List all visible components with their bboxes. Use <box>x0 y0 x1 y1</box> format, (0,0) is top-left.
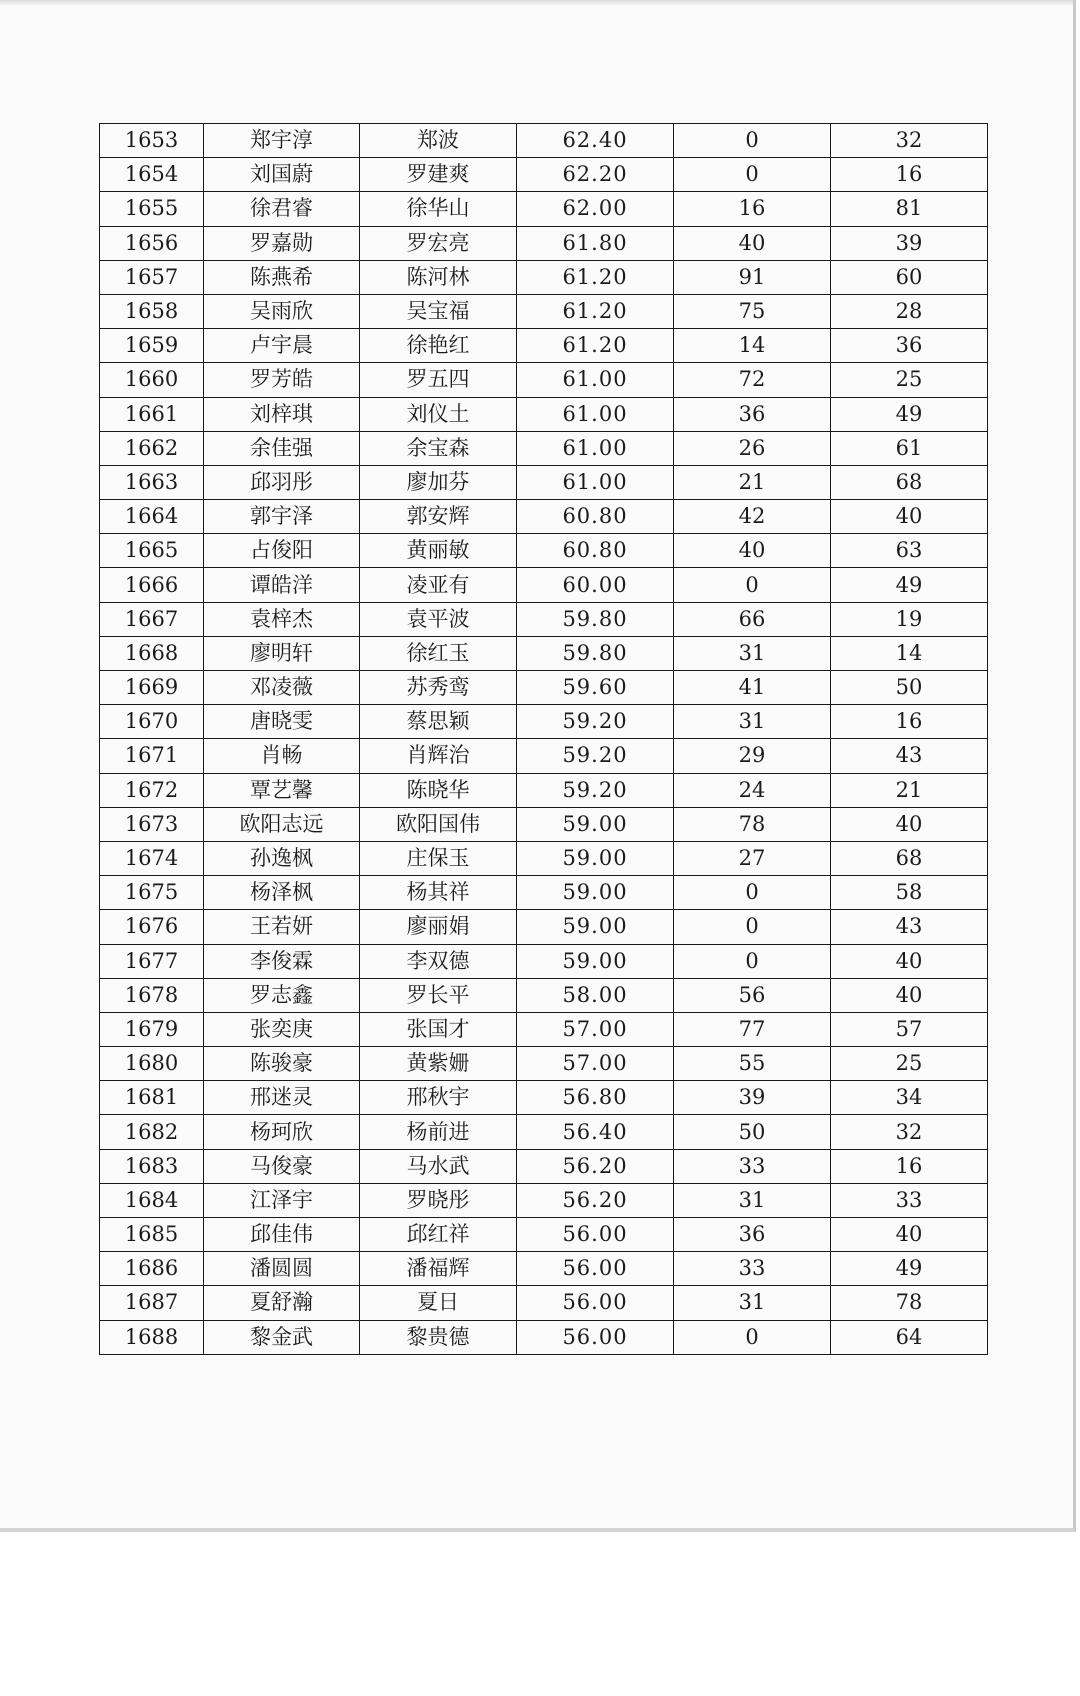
cell-score: 56.40 <box>517 1115 674 1149</box>
cell-value-a: 31 <box>674 1183 831 1217</box>
cell-name: 邢迷灵 <box>204 1081 360 1115</box>
cell-parent-name: 罗建爽 <box>360 158 517 192</box>
cell-id: 1684 <box>100 1183 204 1217</box>
cell-parent-name: 陈晓华 <box>360 773 517 807</box>
table-row <box>100 978 988 1012</box>
cell-id: 1657 <box>100 260 204 294</box>
table-row <box>100 226 988 260</box>
cell-value-b: 50 <box>831 671 988 705</box>
cell-value-a: 50 <box>674 1115 831 1149</box>
cell-value-b: 39 <box>831 226 988 260</box>
cell-name: 刘梓琪 <box>204 397 360 431</box>
cell-name: 郭宇泽 <box>204 500 360 534</box>
cell-value-a: 40 <box>674 534 831 568</box>
cell-score: 61.20 <box>517 260 674 294</box>
cell-value-b: 21 <box>831 773 988 807</box>
cell-parent-name: 郑波 <box>360 124 517 158</box>
cell-name: 陈燕希 <box>204 260 360 294</box>
table-row <box>100 124 988 158</box>
cell-name: 陈骏豪 <box>204 1047 360 1081</box>
cell-parent-name: 黄紫姗 <box>360 1047 517 1081</box>
cell-score: 56.20 <box>517 1183 674 1217</box>
table-row <box>100 397 988 431</box>
table-row <box>100 431 988 465</box>
cell-score: 62.00 <box>517 192 674 226</box>
cell-name: 张奕庚 <box>204 1012 360 1046</box>
cell-value-b: 43 <box>831 739 988 773</box>
cell-value-b: 57 <box>831 1012 988 1046</box>
cell-parent-name: 黄丽敏 <box>360 534 517 568</box>
roster-table-body <box>100 124 988 1355</box>
cell-value-a: 31 <box>674 1286 831 1320</box>
table-row <box>100 534 988 568</box>
cell-id: 1661 <box>100 397 204 431</box>
cell-score: 59.80 <box>517 636 674 670</box>
cell-id: 1656 <box>100 226 204 260</box>
cell-name: 罗嘉勋 <box>204 226 360 260</box>
cell-value-a: 41 <box>674 671 831 705</box>
cell-name: 刘国蔚 <box>204 158 360 192</box>
table-row <box>100 294 988 328</box>
table-row <box>100 1252 988 1286</box>
cell-id: 1671 <box>100 739 204 773</box>
cell-value-b: 40 <box>831 807 988 841</box>
scan-edge-shadow <box>0 0 1073 6</box>
cell-value-b: 19 <box>831 602 988 636</box>
cell-value-a: 27 <box>674 841 831 875</box>
cell-id: 1680 <box>100 1047 204 1081</box>
cell-value-b: 32 <box>831 1115 988 1149</box>
table-row <box>100 1047 988 1081</box>
cell-value-b: 16 <box>831 1149 988 1183</box>
cell-parent-name: 杨前进 <box>360 1115 517 1149</box>
cell-value-a: 40 <box>674 226 831 260</box>
table-row <box>100 807 988 841</box>
cell-parent-name: 廖丽娟 <box>360 910 517 944</box>
cell-id: 1679 <box>100 1012 204 1046</box>
cell-score: 56.00 <box>517 1218 674 1252</box>
cell-parent-name: 陈河林 <box>360 260 517 294</box>
cell-name: 袁梓杰 <box>204 602 360 636</box>
table-row <box>100 944 988 978</box>
table-row <box>100 192 988 226</box>
cell-id: 1683 <box>100 1149 204 1183</box>
cell-value-b: 58 <box>831 876 988 910</box>
cell-id: 1669 <box>100 671 204 705</box>
cell-score: 56.00 <box>517 1252 674 1286</box>
cell-value-a: 0 <box>674 158 831 192</box>
table-row <box>100 1149 988 1183</box>
cell-value-a: 36 <box>674 1218 831 1252</box>
cell-parent-name: 蔡思颖 <box>360 705 517 739</box>
cell-id: 1659 <box>100 329 204 363</box>
cell-parent-name: 潘福辉 <box>360 1252 517 1286</box>
table-row <box>100 1183 988 1217</box>
cell-score: 56.20 <box>517 1149 674 1183</box>
cell-value-a: 0 <box>674 1320 831 1354</box>
cell-name: 廖明轩 <box>204 636 360 670</box>
cell-name: 卢宇晨 <box>204 329 360 363</box>
cell-value-a: 42 <box>674 500 831 534</box>
cell-value-b: 60 <box>831 260 988 294</box>
cell-value-a: 77 <box>674 1012 831 1046</box>
cell-id: 1666 <box>100 568 204 602</box>
cell-value-b: 40 <box>831 944 988 978</box>
cell-value-b: 63 <box>831 534 988 568</box>
cell-value-b: 16 <box>831 705 988 739</box>
cell-value-a: 0 <box>674 944 831 978</box>
cell-value-b: 32 <box>831 124 988 158</box>
cell-value-b: 40 <box>831 978 988 1012</box>
cell-score: 61.00 <box>517 397 674 431</box>
cell-value-b: 49 <box>831 397 988 431</box>
cell-id: 1668 <box>100 636 204 670</box>
cell-value-a: 33 <box>674 1252 831 1286</box>
cell-parent-name: 郭安辉 <box>360 500 517 534</box>
cell-value-b: 28 <box>831 294 988 328</box>
cell-id: 1673 <box>100 807 204 841</box>
cell-parent-name: 张国才 <box>360 1012 517 1046</box>
cell-id: 1658 <box>100 294 204 328</box>
table-row <box>100 1286 988 1320</box>
cell-score: 59.20 <box>517 739 674 773</box>
cell-name: 罗芳皓 <box>204 363 360 397</box>
cell-value-a: 14 <box>674 329 831 363</box>
cell-value-b: 61 <box>831 431 988 465</box>
cell-id: 1675 <box>100 876 204 910</box>
cell-score: 59.00 <box>517 841 674 875</box>
cell-value-a: 55 <box>674 1047 831 1081</box>
cell-value-a: 29 <box>674 739 831 773</box>
table-row <box>100 329 988 363</box>
cell-id: 1685 <box>100 1218 204 1252</box>
table-row <box>100 602 988 636</box>
table-row <box>100 568 988 602</box>
cell-id: 1681 <box>100 1081 204 1115</box>
cell-score: 59.00 <box>517 910 674 944</box>
cell-value-a: 72 <box>674 363 831 397</box>
cell-value-b: 14 <box>831 636 988 670</box>
cell-name: 孙逸枫 <box>204 841 360 875</box>
cell-score: 62.40 <box>517 124 674 158</box>
cell-score: 62.20 <box>517 158 674 192</box>
cell-score: 61.00 <box>517 363 674 397</box>
cell-score: 56.00 <box>517 1286 674 1320</box>
cell-id: 1677 <box>100 944 204 978</box>
cell-parent-name: 徐华山 <box>360 192 517 226</box>
cell-parent-name: 徐艳红 <box>360 329 517 363</box>
cell-parent-name: 罗长平 <box>360 978 517 1012</box>
cell-name: 杨泽枫 <box>204 876 360 910</box>
cell-id: 1678 <box>100 978 204 1012</box>
cell-id: 1674 <box>100 841 204 875</box>
cell-value-b: 25 <box>831 363 988 397</box>
cell-value-b: 40 <box>831 1218 988 1252</box>
cell-value-b: 43 <box>831 910 988 944</box>
cell-name: 余佳强 <box>204 431 360 465</box>
cell-value-b: 25 <box>831 1047 988 1081</box>
cell-value-b: 40 <box>831 500 988 534</box>
cell-score: 60.80 <box>517 534 674 568</box>
cell-parent-name: 罗五四 <box>360 363 517 397</box>
cell-name: 潘圆圆 <box>204 1252 360 1286</box>
table-row <box>100 1320 988 1354</box>
cell-score: 56.80 <box>517 1081 674 1115</box>
cell-parent-name: 袁平波 <box>360 602 517 636</box>
cell-value-b: 68 <box>831 465 988 499</box>
cell-value-b: 49 <box>831 1252 988 1286</box>
table-row <box>100 500 988 534</box>
cell-parent-name: 欧阳国伟 <box>360 807 517 841</box>
table-row <box>100 705 988 739</box>
cell-score: 61.00 <box>517 431 674 465</box>
cell-score: 61.20 <box>517 329 674 363</box>
cell-id: 1663 <box>100 465 204 499</box>
table-row <box>100 1081 988 1115</box>
cell-value-a: 39 <box>674 1081 831 1115</box>
cell-name: 杨珂欣 <box>204 1115 360 1149</box>
cell-name: 唐晓雯 <box>204 705 360 739</box>
cell-id: 1655 <box>100 192 204 226</box>
cell-value-a: 56 <box>674 978 831 1012</box>
cell-name: 王若妍 <box>204 910 360 944</box>
cell-score: 59.00 <box>517 944 674 978</box>
table-row <box>100 465 988 499</box>
cell-parent-name: 黎贵德 <box>360 1320 517 1354</box>
cell-id: 1682 <box>100 1115 204 1149</box>
cell-value-a: 31 <box>674 636 831 670</box>
cell-name: 黎金武 <box>204 1320 360 1354</box>
cell-name: 邓凌薇 <box>204 671 360 705</box>
cell-name: 郑宇淳 <box>204 124 360 158</box>
cell-id: 1672 <box>100 773 204 807</box>
cell-name: 罗志鑫 <box>204 978 360 1012</box>
cell-id: 1686 <box>100 1252 204 1286</box>
table-row <box>100 158 988 192</box>
cell-id: 1687 <box>100 1286 204 1320</box>
cell-value-a: 78 <box>674 807 831 841</box>
cell-score: 60.00 <box>517 568 674 602</box>
cell-score: 59.60 <box>517 671 674 705</box>
cell-name: 肖畅 <box>204 739 360 773</box>
table-row <box>100 841 988 875</box>
cell-name: 夏舒瀚 <box>204 1286 360 1320</box>
cell-value-a: 0 <box>674 568 831 602</box>
cell-value-a: 0 <box>674 876 831 910</box>
table-row <box>100 739 988 773</box>
cell-parent-name: 庄保玉 <box>360 841 517 875</box>
cell-name: 马俊豪 <box>204 1149 360 1183</box>
table-row <box>100 636 988 670</box>
cell-id: 1665 <box>100 534 204 568</box>
cell-value-b: 64 <box>831 1320 988 1354</box>
cell-parent-name: 李双德 <box>360 944 517 978</box>
cell-name: 覃艺馨 <box>204 773 360 807</box>
roster-table <box>99 123 988 1355</box>
cell-name: 吴雨欣 <box>204 294 360 328</box>
cell-value-b: 34 <box>831 1081 988 1115</box>
cell-parent-name: 夏日 <box>360 1286 517 1320</box>
cell-value-a: 75 <box>674 294 831 328</box>
cell-value-a: 33 <box>674 1149 831 1183</box>
cell-id: 1664 <box>100 500 204 534</box>
cell-parent-name: 苏秀鸾 <box>360 671 517 705</box>
cell-value-a: 21 <box>674 465 831 499</box>
cell-score: 61.80 <box>517 226 674 260</box>
cell-parent-name: 余宝森 <box>360 431 517 465</box>
cell-parent-name: 吴宝福 <box>360 294 517 328</box>
cell-value-b: 81 <box>831 192 988 226</box>
cell-name: 邱羽彤 <box>204 465 360 499</box>
cell-value-a: 24 <box>674 773 831 807</box>
cell-score: 57.00 <box>517 1047 674 1081</box>
cell-value-b: 49 <box>831 568 988 602</box>
table-row <box>100 1218 988 1252</box>
cell-parent-name: 徐红玉 <box>360 636 517 670</box>
cell-score: 59.00 <box>517 807 674 841</box>
cell-id: 1688 <box>100 1320 204 1354</box>
cell-parent-name: 杨其祥 <box>360 876 517 910</box>
table-row <box>100 260 988 294</box>
cell-name: 占俊阳 <box>204 534 360 568</box>
table-row <box>100 773 988 807</box>
cell-id: 1654 <box>100 158 204 192</box>
cell-value-a: 26 <box>674 431 831 465</box>
cell-value-a: 36 <box>674 397 831 431</box>
cell-name: 江泽宇 <box>204 1183 360 1217</box>
cell-name: 徐君睿 <box>204 192 360 226</box>
cell-value-a: 91 <box>674 260 831 294</box>
cell-parent-name: 马水武 <box>360 1149 517 1183</box>
cell-score: 60.80 <box>517 500 674 534</box>
cell-score: 56.00 <box>517 1320 674 1354</box>
cell-parent-name: 邱红祥 <box>360 1218 517 1252</box>
cell-score: 59.20 <box>517 705 674 739</box>
cell-parent-name: 罗晓彤 <box>360 1183 517 1217</box>
cell-name: 谭皓洋 <box>204 568 360 602</box>
cell-name: 李俊霖 <box>204 944 360 978</box>
cell-id: 1676 <box>100 910 204 944</box>
cell-score: 61.00 <box>517 465 674 499</box>
cell-score: 61.20 <box>517 294 674 328</box>
cell-score: 59.00 <box>517 876 674 910</box>
cell-value-b: 78 <box>831 1286 988 1320</box>
cell-value-b: 33 <box>831 1183 988 1217</box>
cell-score: 58.00 <box>517 978 674 1012</box>
cell-value-a: 31 <box>674 705 831 739</box>
cell-id: 1667 <box>100 602 204 636</box>
cell-name: 邱佳伟 <box>204 1218 360 1252</box>
cell-score: 59.20 <box>517 773 674 807</box>
table-row <box>100 1012 988 1046</box>
cell-parent-name: 凌亚有 <box>360 568 517 602</box>
cell-value-a: 16 <box>674 192 831 226</box>
cell-parent-name: 邢秋宇 <box>360 1081 517 1115</box>
cell-score: 57.00 <box>517 1012 674 1046</box>
cell-id: 1662 <box>100 431 204 465</box>
cell-id: 1670 <box>100 705 204 739</box>
table-row <box>100 876 988 910</box>
cell-id: 1653 <box>100 124 204 158</box>
cell-id: 1660 <box>100 363 204 397</box>
cell-parent-name: 刘仪土 <box>360 397 517 431</box>
cell-parent-name: 罗宏亮 <box>360 226 517 260</box>
cell-parent-name: 廖加芬 <box>360 465 517 499</box>
cell-value-a: 0 <box>674 910 831 944</box>
table-row <box>100 910 988 944</box>
cell-value-b: 36 <box>831 329 988 363</box>
table-row <box>100 363 988 397</box>
table-row <box>100 1115 988 1149</box>
cell-score: 59.80 <box>517 602 674 636</box>
cell-parent-name: 肖辉治 <box>360 739 517 773</box>
table-row <box>100 671 988 705</box>
cell-value-a: 0 <box>674 124 831 158</box>
cell-value-a: 66 <box>674 602 831 636</box>
cell-name: 欧阳志远 <box>204 807 360 841</box>
cell-value-b: 16 <box>831 158 988 192</box>
cell-value-b: 68 <box>831 841 988 875</box>
